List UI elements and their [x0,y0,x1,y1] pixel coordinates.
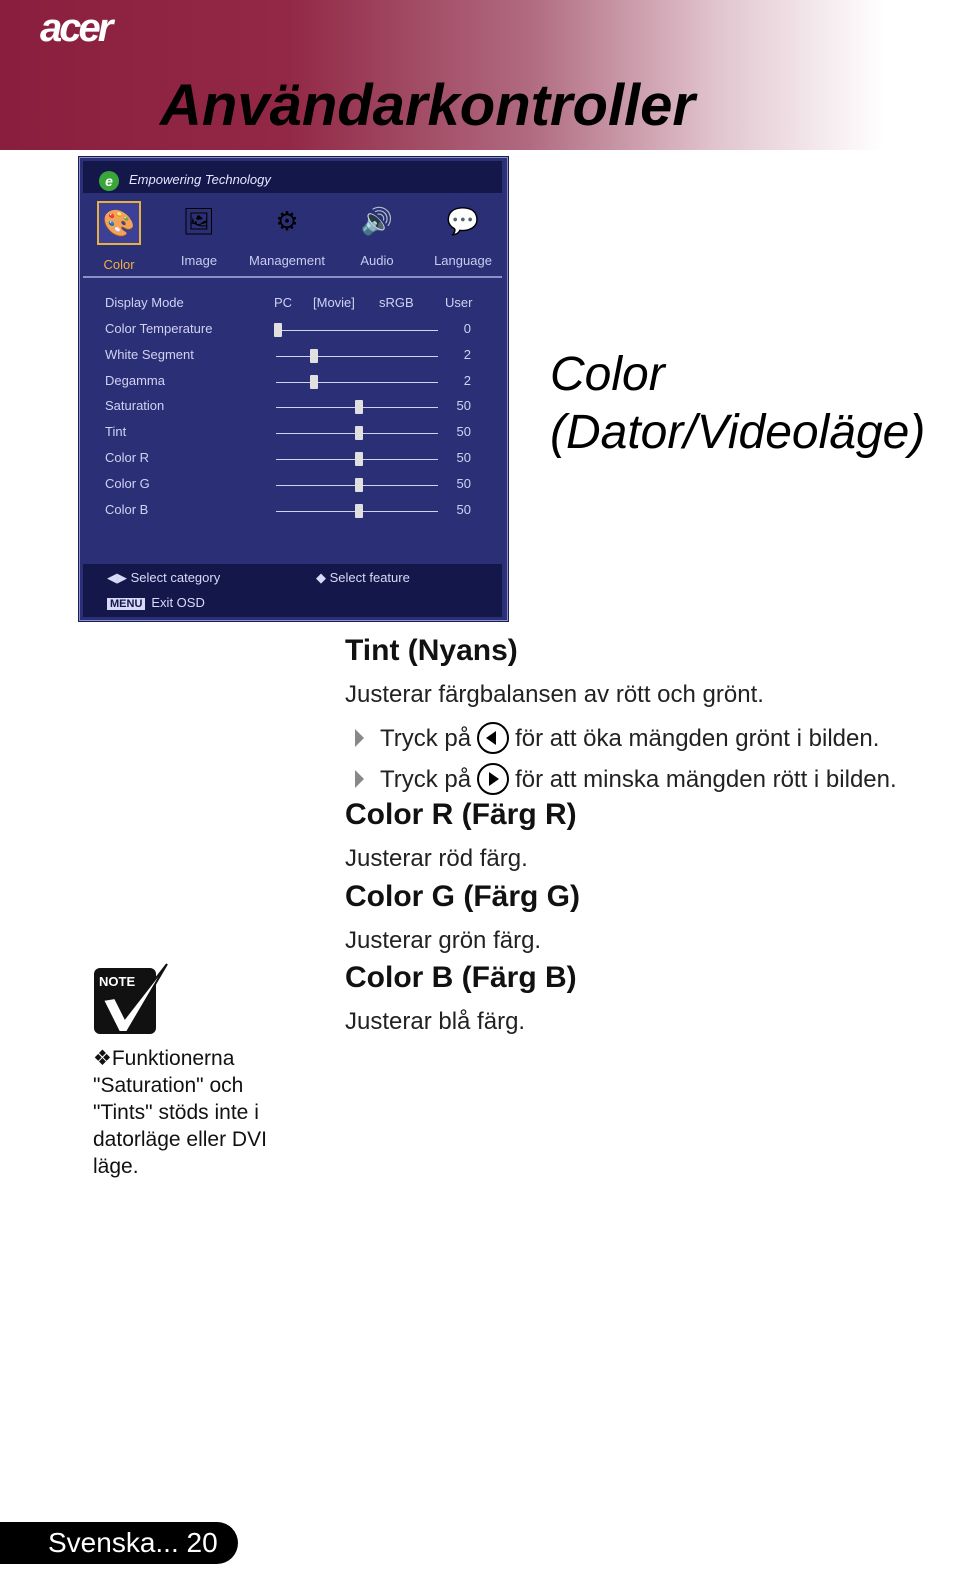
palette-icon: 🎨 [97,201,141,245]
select-feature-hint: ◆ Select feature [316,570,410,585]
osd-tabs [83,193,502,278]
slider-handle[interactable] [274,323,282,337]
bullet-arrow-icon [355,729,364,747]
page-footer [0,1522,238,1564]
up-down-arrow-icon: ◆ [316,570,330,585]
tab-management[interactable] [245,193,329,273]
slider-row[interactable] [83,370,502,394]
slider-label: Tint [105,424,127,440]
slider-handle[interactable] [355,400,363,414]
slider-handle[interactable] [355,504,363,518]
slider-row[interactable] [83,318,502,342]
tab-label: Language [434,253,492,268]
acer-logo: acer [40,6,111,50]
osd-menu-screenshot [79,157,508,621]
slider-label: Color B [105,501,149,517]
slider-label: Color R [105,450,150,465]
tint-description: Justerar färgbalansen av rött och grönt. [345,681,764,708]
menu-key-badge: MENU [107,598,145,610]
slider-row[interactable] [83,395,502,419]
slider-handle[interactable] [310,375,318,389]
bullet-arrow-icon [355,770,364,788]
tint-heading: Tint (Nyans) [345,634,518,667]
display-mode-option-srgb[interactable]: sRGB [379,295,414,310]
left-button-icon [477,722,509,754]
display-mode-option-pc[interactable]: PC [274,295,293,310]
language-bubble-icon: 💬 [446,205,480,236]
osd-help-bar [83,564,502,617]
tint-bullet-right: Tryck på för att minska mängden rött i bilden. [355,763,897,795]
slider-value: 50 [456,450,471,465]
slider-row[interactable] [83,344,502,368]
section-title [550,346,925,462]
row-label: Display Mode [105,295,184,310]
tab-language[interactable] [429,193,497,273]
slider-row[interactable] [83,447,502,471]
page-header [0,0,960,150]
slider-value: 0 [463,321,471,336]
brand-text: Empowering Technology [129,172,271,187]
slider-value: 50 [456,501,471,517]
page-title: Användarkontroller [160,73,695,138]
slider-label: Degamma [105,372,165,388]
exit-osd-hint: MENU Exit OSD [107,595,205,610]
note-text: ❖Funktionerna "Saturation" och "Tints" stöds inte i datorläge eller DVI läge. [93,1047,267,1178]
slider-label: Color G [105,475,150,491]
display-mode-option-user[interactable]: User [445,295,473,310]
tint-bullet-left: Tryck på för att öka mängden grönt i bilden. [355,722,879,754]
slider-value: 50 [456,398,471,414]
page-number: Svenska... 20 [48,1527,218,1558]
display-mode-option-movie[interactable]: [Movie] [313,295,355,310]
tab-label: Color [103,257,135,272]
tab-color[interactable] [93,193,145,273]
color-g-description: Justerar grön färg. [345,927,542,954]
slider-value: 2 [463,346,471,362]
section-title-line2: (Dator/Videoläge) [550,406,926,459]
svg-text:NOTE: NOTE [99,974,136,989]
tab-image[interactable] [173,193,225,273]
slider-handle[interactable] [355,478,363,492]
gear-wrench-icon: ⚙ [275,205,299,236]
color-b-description: Justerar blå färg. [345,1008,526,1035]
speaker-icon: 🔊 [360,205,394,236]
picture-icon: 🖼 [182,205,216,236]
slider-handle[interactable] [355,452,363,466]
osd-brand-bar [83,161,502,193]
color-g-heading: Color G (Färg G) [345,880,580,913]
display-mode-row[interactable] [83,292,502,316]
slider-row[interactable] [83,421,502,445]
color-r-description: Justerar röd färg. [345,845,528,872]
slider-value: 2 [463,372,471,388]
slider-value: 50 [456,475,471,491]
slider-track[interactable] [276,382,438,383]
tab-label: Management [249,253,325,268]
tab-label: Image [180,253,218,268]
slider-label: White Segment [105,346,194,362]
color-b-heading: Color B (Färg B) [345,961,577,994]
tab-label: Audio [360,253,394,268]
slider-label: Saturation [105,398,165,414]
slider-track[interactable] [276,356,438,357]
slider-label: Color Temperature [105,321,213,336]
slider-handle[interactable] [310,349,318,363]
slider-track[interactable] [276,330,438,331]
slider-handle[interactable] [355,426,363,440]
left-right-arrows-icon: ◀▶ [107,570,131,585]
tab-audio[interactable] [351,193,403,273]
section-title-line1: Color [550,348,665,401]
color-r-heading: Color R (Färg R) [345,798,577,831]
slider-value: 50 [456,424,471,440]
note-checkmark-icon [93,962,173,1036]
select-category-hint: ◀▶ Select category [107,570,221,585]
slider-row[interactable] [83,473,502,497]
empowering-logo-icon: e [99,171,119,191]
slider-row[interactable] [83,499,502,523]
right-button-icon [477,763,509,795]
